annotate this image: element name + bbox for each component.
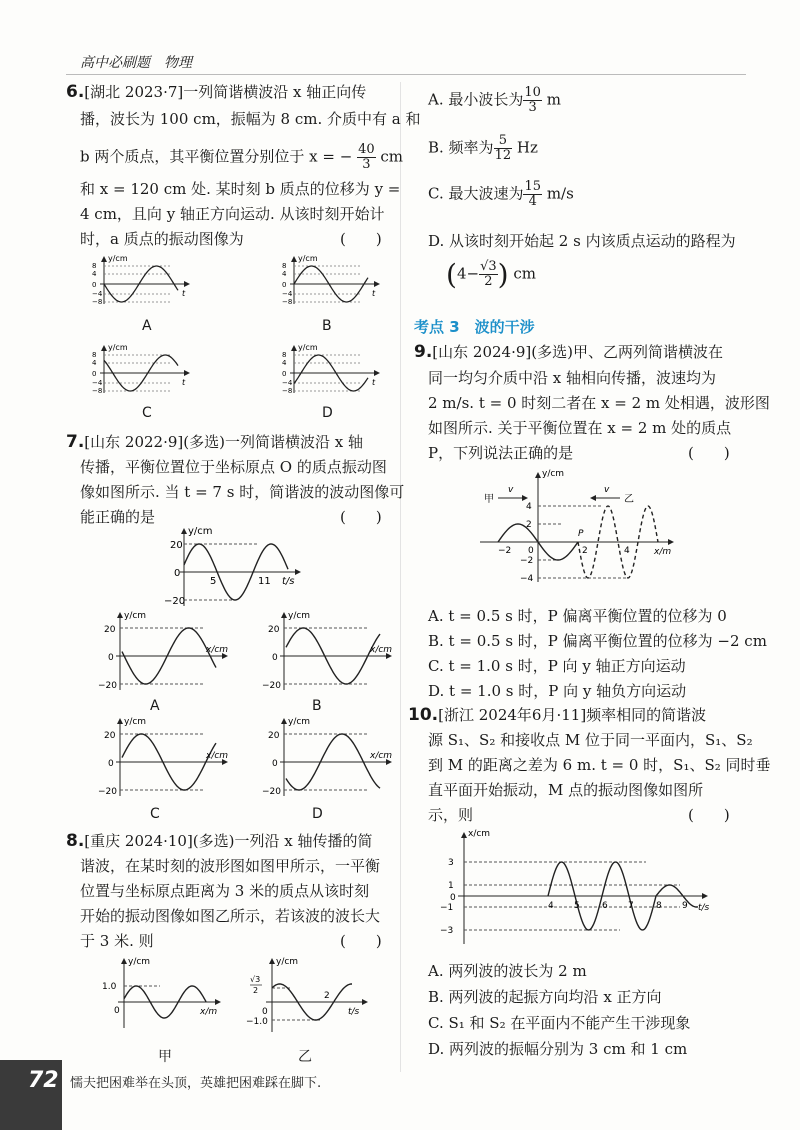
q8-line-3: 位置与坐标原点距离为 3 米的质点从该时刻 <box>80 882 370 900</box>
q7-graph-D <box>256 718 396 798</box>
svg-text:0: 0 <box>92 281 97 289</box>
q6-line-1: 6.[湖北 2023·7]一列简谐横波沿 x 轴正向传 <box>66 82 367 102</box>
svg-text:−2: −2 <box>520 556 534 566</box>
svg-text:4: 4 <box>526 502 532 512</box>
svg-text:8: 8 <box>92 262 97 270</box>
q10-answer-paren: ( ) <box>688 806 730 824</box>
svg-text:−4: −4 <box>520 574 534 584</box>
svg-text:0: 0 <box>272 653 278 663</box>
q9-graph <box>478 470 698 588</box>
svg-text:乙: 乙 <box>624 494 634 505</box>
svg-text:0: 0 <box>282 281 287 289</box>
svg-text:t/s: t/s <box>282 576 295 587</box>
svg-text:11: 11 <box>258 576 271 587</box>
svg-text:t/s: t/s <box>698 903 710 913</box>
svg-text:20: 20 <box>170 540 183 551</box>
q10-option-B: B. 两列波的起振方向均沿 x 正方向 <box>428 988 662 1006</box>
svg-text:0: 0 <box>272 759 278 769</box>
q6-graph-B <box>282 256 382 306</box>
svg-text:2: 2 <box>526 520 532 530</box>
svg-text:x/cm: x/cm <box>370 645 393 655</box>
q10-line-1: 10.[浙江 2024年6月·11]频率相同的简谐波 <box>408 705 707 725</box>
svg-text:−20: −20 <box>98 787 117 797</box>
svg-text:−8: −8 <box>282 387 293 395</box>
svg-text:0: 0 <box>174 568 181 579</box>
svg-text:20: 20 <box>268 731 280 741</box>
svg-text:t: t <box>372 289 376 298</box>
svg-text:−4: −4 <box>92 290 103 298</box>
q9-number: 9. <box>414 342 433 362</box>
svg-text:−3: −3 <box>440 926 454 936</box>
svg-text:8: 8 <box>92 351 97 359</box>
svg-text:−20: −20 <box>262 681 281 691</box>
q6-line-6: 时，a 质点的振动图像为 <box>80 230 244 248</box>
svg-text:y/cm: y/cm <box>298 254 318 263</box>
page-number: 72 <box>28 1068 59 1093</box>
svg-text:8: 8 <box>282 351 287 359</box>
q10-line-5: 示，则 <box>428 806 474 824</box>
q9-option-A: A. t = 0.5 s 时，P 偏离平衡位置的位移为 0 <box>428 607 727 625</box>
svg-text:x/m: x/m <box>654 547 672 557</box>
q8-answer-paren: ( ) <box>340 932 382 950</box>
svg-text:0: 0 <box>262 1007 268 1017</box>
svg-text:−2: −2 <box>498 546 512 556</box>
svg-text:9: 9 <box>682 901 688 911</box>
q6-graph-C <box>92 345 192 395</box>
svg-text:t: t <box>182 378 186 387</box>
svg-text:1: 1 <box>448 881 454 891</box>
svg-text:−4: −4 <box>282 290 293 298</box>
svg-text:P: P <box>578 529 584 539</box>
svg-text:2: 2 <box>253 986 259 995</box>
q10-graph <box>440 830 730 950</box>
footer-motto: 懦夫把困难举在头顶，英雄把困难踩在脚下. <box>70 1076 322 1091</box>
svg-text:y/cm: y/cm <box>108 254 128 263</box>
q7-graph-B <box>256 612 396 692</box>
q7-line-1: 7.[山东 2022·9](多选)一列简谐横波沿 x 轴 <box>66 432 363 452</box>
svg-text:y/cm: y/cm <box>128 957 151 967</box>
svg-text:−20: −20 <box>164 596 186 607</box>
q6-fraction: $\frac{40}{3}$ <box>358 142 375 172</box>
q8-label-jia: 甲 <box>158 1049 172 1065</box>
q6-label-A: A <box>142 318 152 334</box>
q8-line-2: 谐波，在某时刻的波形图如图甲所示，一平衡 <box>80 857 381 875</box>
q9-answer-paren: ( ) <box>688 444 730 462</box>
q8-line-1: 8.[重庆 2024·10](多选)一列沿 x 轴传播的简 <box>66 831 373 851</box>
svg-text:20: 20 <box>104 625 116 635</box>
svg-text:甲: 甲 <box>484 494 494 505</box>
q7-line-2: 传播，平衡位置位于坐标原点 O 的质点振动图 <box>80 458 387 476</box>
svg-text:0: 0 <box>450 893 456 903</box>
svg-text:−4: −4 <box>92 379 103 387</box>
q9-line-3: 2 m/s. t = 0 时刻二者在 x = 2 m 处相遇，波形图 <box>428 394 770 412</box>
q8-option-C: C. 最大波速为 $\frac{15}{4}$ m/s <box>428 179 574 209</box>
svg-text:√3: √3 <box>250 975 261 984</box>
svg-text:x/cm: x/cm <box>206 645 229 655</box>
q10-number: 10. <box>408 705 439 725</box>
svg-text:−1: −1 <box>440 903 454 913</box>
q6-graph-D <box>282 345 382 395</box>
svg-text:x/cm: x/cm <box>206 751 229 761</box>
svg-text:4: 4 <box>92 270 97 278</box>
svg-text:y/cm: y/cm <box>542 469 565 479</box>
svg-text:−1.0: −1.0 <box>246 1017 268 1027</box>
svg-text:y/cm: y/cm <box>108 343 128 352</box>
q6-number: 6. <box>66 82 85 102</box>
svg-text:−4: −4 <box>282 379 293 387</box>
q9-line-5: P，下列说法正确的是 <box>428 444 574 462</box>
svg-text:y/cm: y/cm <box>276 957 299 967</box>
q8-line-5: 于 3 米. 则 <box>80 932 154 950</box>
svg-text:−8: −8 <box>282 298 293 306</box>
svg-text:4: 4 <box>282 359 287 367</box>
q10-line-4: 直平面开始振动，M 点的振动图像如图所 <box>428 781 704 799</box>
svg-text:0: 0 <box>114 1006 120 1016</box>
q6-line-5: 4 cm，且向 y 轴正方向运动. 从该时刻开始计 <box>80 205 385 223</box>
svg-text:5: 5 <box>574 901 580 911</box>
svg-text:x/cm: x/cm <box>370 751 393 761</box>
q9-option-D: D. t = 1.0 s 时，P 向 y 轴负方向运动 <box>428 682 687 700</box>
svg-text:y/cm: y/cm <box>288 611 311 621</box>
svg-text:−8: −8 <box>92 387 103 395</box>
q8-number: 8. <box>66 831 85 851</box>
q7-number: 7. <box>66 432 85 452</box>
svg-text:t/s: t/s <box>348 1007 360 1017</box>
svg-text:t: t <box>372 378 376 387</box>
page-header: 高中必刷题 物理 <box>80 55 192 71</box>
svg-text:x/cm: x/cm <box>468 829 491 839</box>
q7-label-B: B <box>312 698 322 714</box>
svg-text:v: v <box>508 485 514 495</box>
svg-text:y/cm: y/cm <box>124 611 147 621</box>
svg-text:v: v <box>604 485 610 495</box>
svg-text:3: 3 <box>448 858 454 868</box>
q7-line-4: 能正确的是 <box>80 508 156 526</box>
q8-option-A: A. 最小波长为 $\frac{10}{3}$ m <box>428 85 561 115</box>
q6-answer-paren: ( ) <box>340 230 382 248</box>
q8-graph-yi <box>246 957 372 1038</box>
svg-text:−20: −20 <box>262 787 281 797</box>
svg-text:2: 2 <box>582 546 588 556</box>
svg-text:20: 20 <box>268 625 280 635</box>
q7-label-A: A <box>150 698 160 714</box>
svg-text:4: 4 <box>548 901 554 911</box>
q9-option-B: B. t = 0.5 s 时，P 偏离平衡位置的位移为 −2 cm <box>428 632 767 650</box>
q7-main-ylabel: y/cm <box>188 526 213 537</box>
q10-line-3: 到 M 的距离之差为 6 m. t = 0 时，S₁、S₂ 同时垂 <box>428 756 771 774</box>
svg-text:8: 8 <box>282 262 287 270</box>
column-divider <box>400 82 401 1072</box>
q6-label-B: B <box>322 318 332 334</box>
q7-graph-A <box>92 612 232 692</box>
q7-label-C: C <box>150 806 160 822</box>
svg-text:4: 4 <box>282 270 287 278</box>
q6-label-C: C <box>142 405 152 421</box>
svg-text:0: 0 <box>108 759 114 769</box>
svg-text:−20: −20 <box>98 681 117 691</box>
q6-graph-A <box>92 256 192 306</box>
svg-text:0: 0 <box>282 370 287 378</box>
q7-graph-C <box>92 718 232 798</box>
q6-label-D: D <box>322 405 333 421</box>
svg-text:4: 4 <box>92 359 97 367</box>
q8-line-4: 开始的振动图像如图乙所示，若该波的波长大 <box>80 907 381 925</box>
q7-main-graph <box>164 526 310 608</box>
q6-line-2: 播，波长为 100 cm，振幅为 8 cm. 介质中有 a 和 <box>80 110 421 128</box>
q10-option-A: A. 两列波的波长为 2 m <box>428 962 587 980</box>
q8-option-D: D. 从该时刻开始起 2 s 内该质点运动的路程为 <box>428 232 736 250</box>
svg-text:x/m: x/m <box>200 1007 218 1017</box>
q10-option-C: C. S₁ 和 S₂ 在平面内不能产生干涉现象 <box>428 1014 691 1032</box>
svg-text:0: 0 <box>92 370 97 378</box>
q7-label-D: D <box>312 806 323 822</box>
svg-text:8: 8 <box>656 901 662 911</box>
q7-answer-paren: ( ) <box>340 508 382 526</box>
q10-line-2: 源 S₁、S₂ 和接收点 M 位于同一平面内，S₁、S₂ <box>428 731 753 749</box>
q6-line-4: 和 x = 120 cm 处. 某时刻 b 质点的位移为 y = <box>80 180 401 198</box>
svg-text:y/cm: y/cm <box>124 717 147 727</box>
svg-text:y/cm: y/cm <box>288 717 311 727</box>
q10-option-D: D. 两列波的振幅分别为 3 cm 和 1 cm <box>428 1040 688 1058</box>
svg-text:7: 7 <box>628 901 634 911</box>
header-rule <box>66 74 746 75</box>
svg-text:2: 2 <box>324 991 330 1001</box>
q8-graph-jia <box>102 957 230 1038</box>
q9-option-C: C. t = 1.0 s 时，P 向 y 轴正方向运动 <box>428 657 686 675</box>
svg-text:−8: −8 <box>92 298 103 306</box>
svg-text:20: 20 <box>104 731 116 741</box>
q9-line-1: 9.[山东 2024·9](多选)甲、乙两列简谐横波在 <box>414 342 723 362</box>
q9-line-2: 同一均匀介质中沿 x 轴相向传播，波速均为 <box>428 369 716 387</box>
q7-line-3: 像如图所示. 当 t = 7 s 时，简谐波的波动图像可 <box>80 483 405 501</box>
svg-text:1.0: 1.0 <box>102 982 117 992</box>
svg-text:5: 5 <box>210 576 217 587</box>
q9-line-4: 如图所示. 关于平衡位置在 x = 2 m 处的质点 <box>428 419 732 437</box>
q8-option-B: B. 频率为 $\frac{5}{12}$ Hz <box>428 133 538 163</box>
svg-text:0: 0 <box>108 653 114 663</box>
svg-text:y/cm: y/cm <box>298 343 318 352</box>
svg-text:0: 0 <box>528 546 534 556</box>
section-title: 考点 3 波的干涉 <box>414 318 535 336</box>
svg-text:t: t <box>182 289 186 298</box>
q8-label-yi: 乙 <box>298 1049 312 1065</box>
svg-text:6: 6 <box>602 901 608 911</box>
q8-option-D-value: (4− $\frac{√3}{2}$ ) cm <box>446 258 536 291</box>
q6-line-3: b 两个质点，其平衡位置分别位于 x = − $\frac{40}{3}$ cm <box>80 142 404 172</box>
svg-text:4: 4 <box>624 546 630 556</box>
